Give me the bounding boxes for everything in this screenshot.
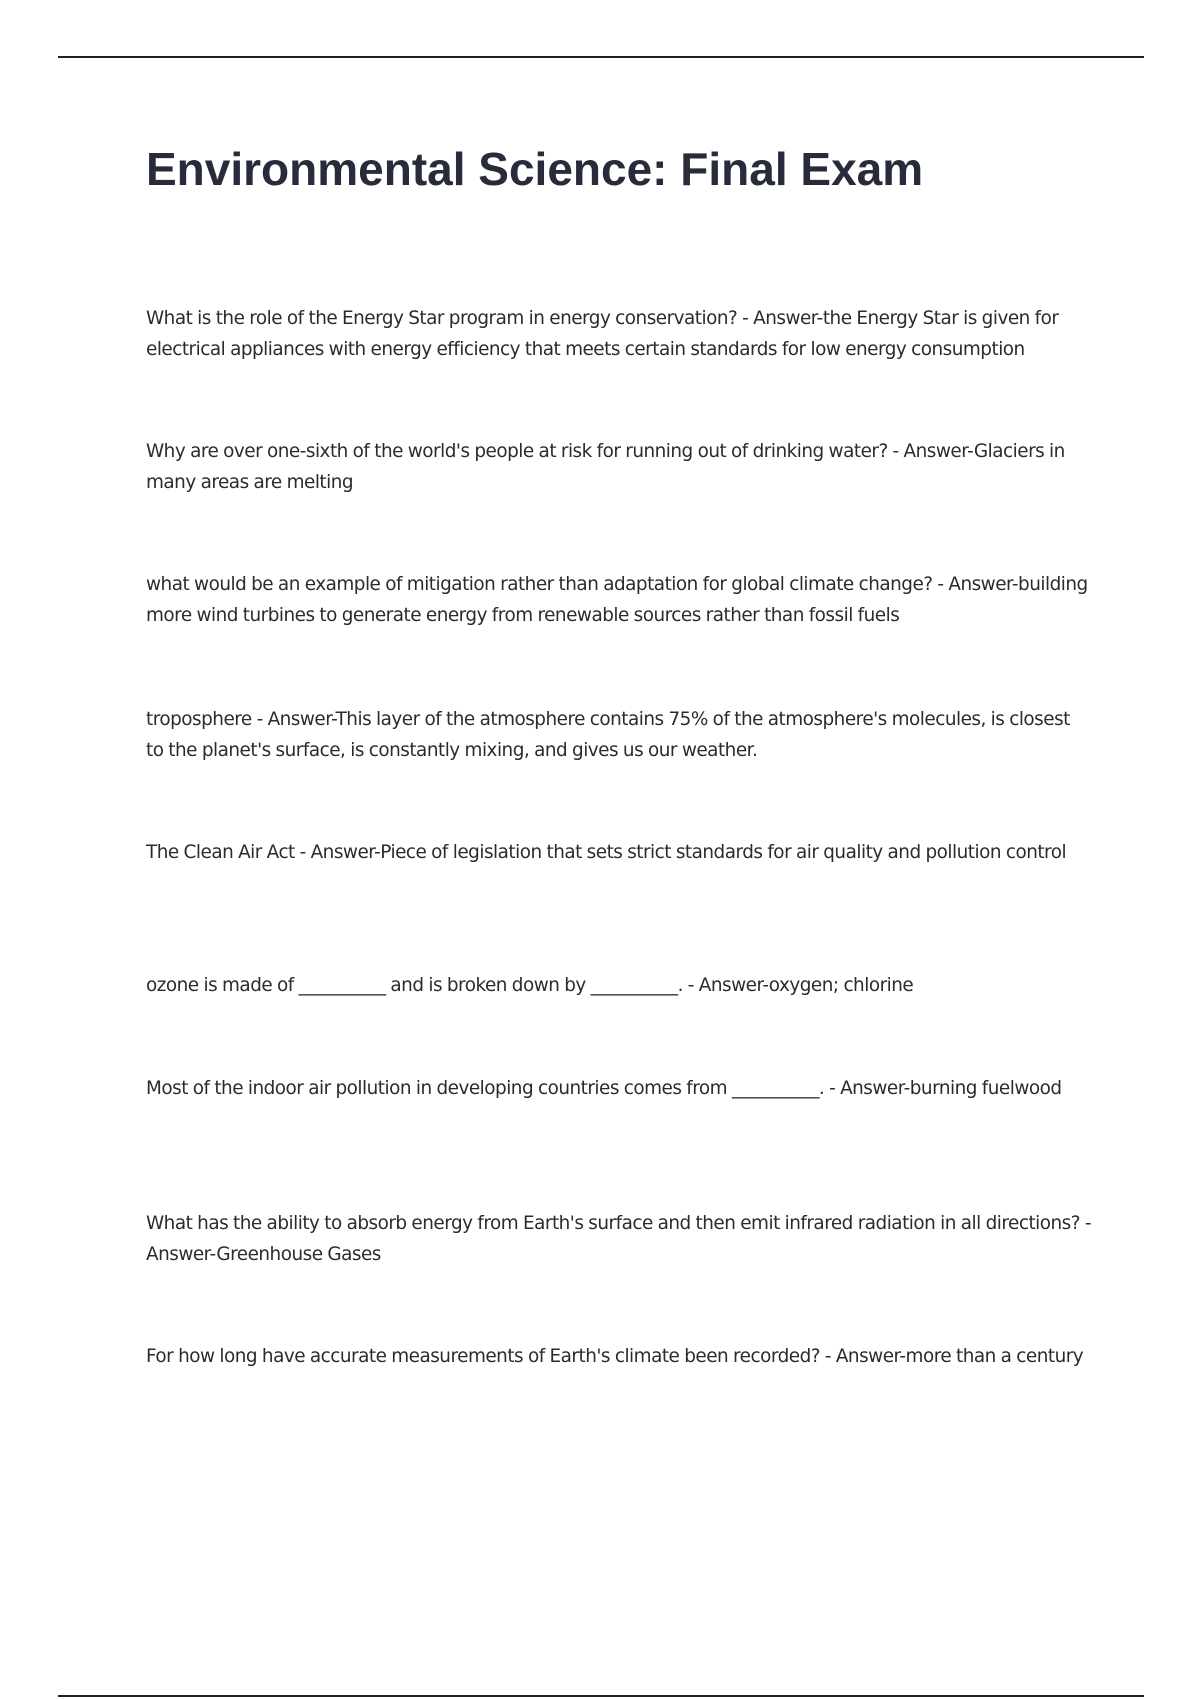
question-answer-item: The Clean Air Act - Answer-Piece of legislation that sets strict standards for air quality and pollution control bbox=[146, 842, 1067, 863]
question-answer-item: troposphere - Answer-This layer of the atmosphere contains 75% of the atmosphere's molecules, is closest to the planet's surface, is constantly mixing, and gives us our weather. bbox=[146, 709, 1070, 761]
question-answer-item: For how long have accurate measurements of Earth's climate been recorded? - Answer-more than a century bbox=[146, 1346, 1084, 1367]
question-answer-item: Most of the indoor air pollution in developing countries comes from __________. - Answer-burning fuelwood bbox=[146, 1078, 1062, 1099]
question-answer-item: ozone is made of __________ and is broken down by __________. - Answer-oxygen; chlorine bbox=[146, 975, 914, 996]
question-answer-item: what would be an example of mitigation rather than adaptation for global climate change? - Answer-building more wind turbines to generate energy from renewable sources rather than fossil fuels bbox=[146, 574, 1088, 626]
question-answer-item: Why are over one-sixth of the world's people at risk for running out of drinking water? - Answer-Glaciers in many areas are melting bbox=[146, 441, 1065, 493]
question-answer-item: What has the ability to absorb energy from Earth's surface and then emit infrared radiation in all directions? - Answer-Greenhouse Gases bbox=[146, 1213, 1092, 1265]
top-divider bbox=[58, 56, 1144, 58]
question-answer-item: What is the role of the Energy Star program in energy conservation? - Answer-the Energy Star is given for electrical appliances with energy efficiency that meets certain standards for low energy consumption bbox=[146, 308, 1059, 360]
bottom-divider bbox=[58, 1695, 1144, 1697]
page-title: Environmental Science: Final Exam bbox=[146, 143, 924, 195]
